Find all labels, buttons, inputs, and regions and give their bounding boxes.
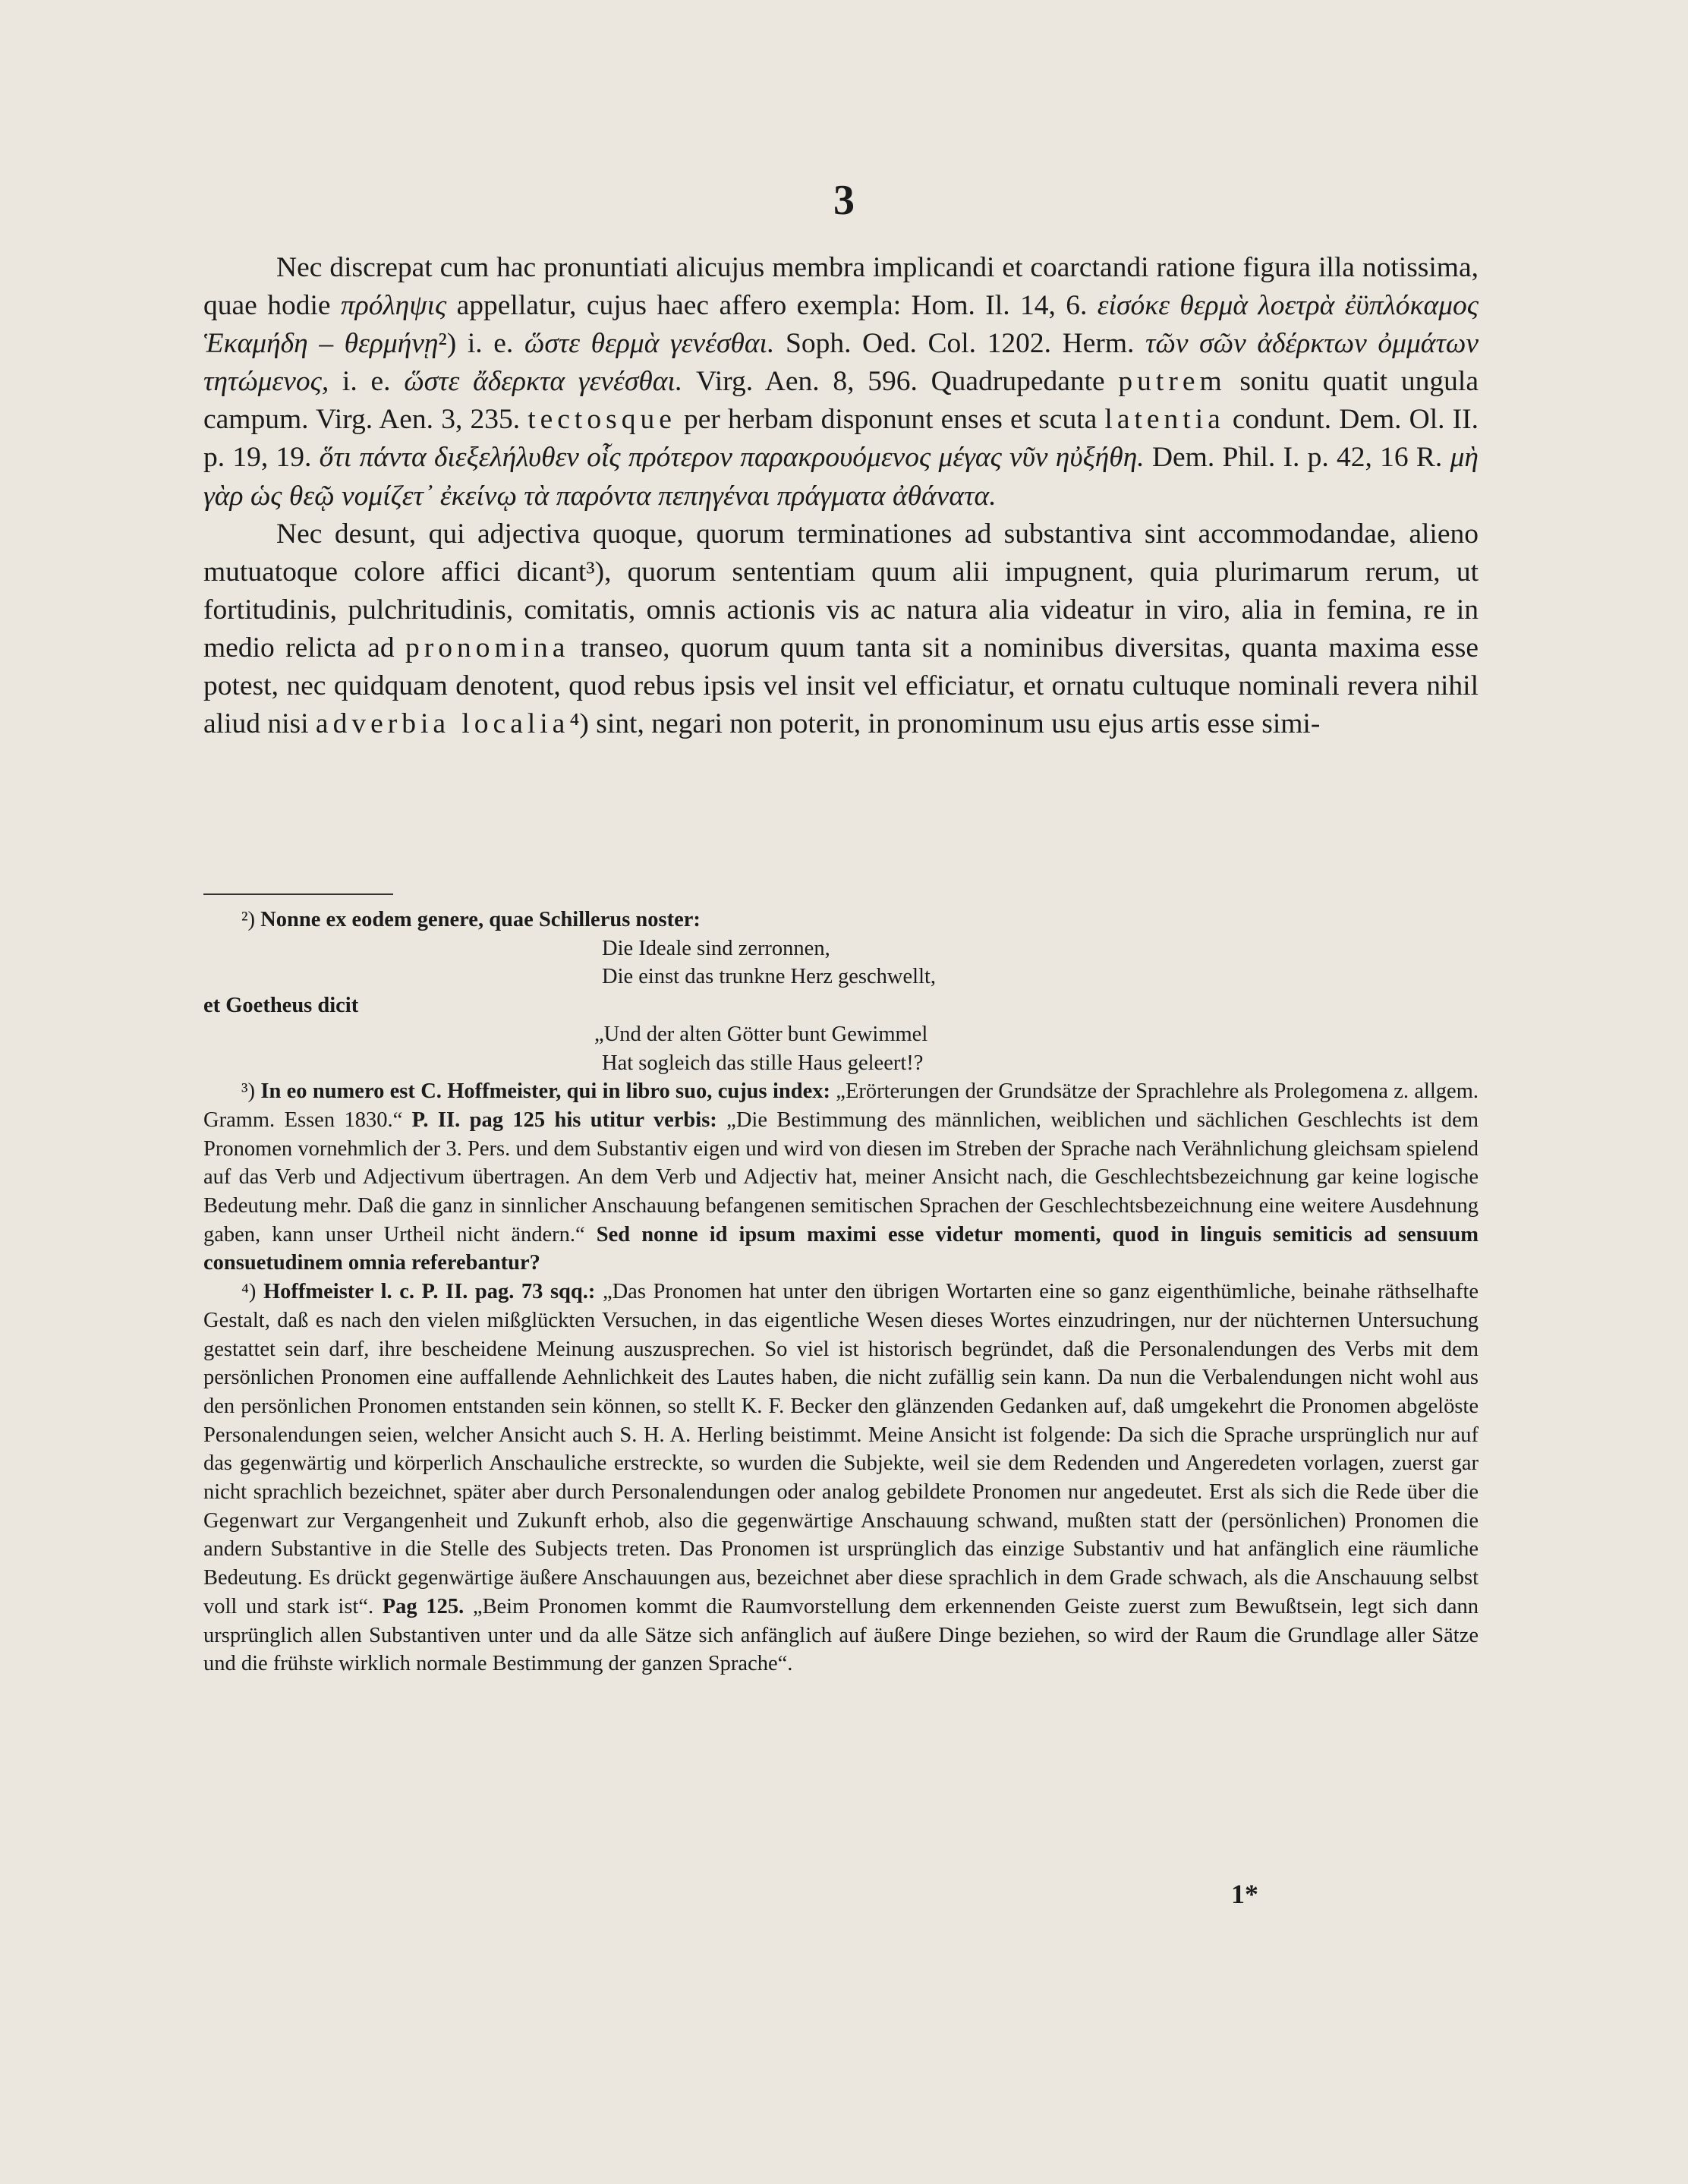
footnote-rule	[203, 893, 393, 895]
spaced-name: Schillerus	[538, 908, 631, 931]
text-run: dicit	[312, 994, 359, 1018]
spaced-word: tectosque	[528, 404, 676, 436]
spaced-word: adverbia localia	[315, 708, 570, 740]
footnote-2-intro-b	[203, 991, 1479, 1020]
text-run: per herbam disponunt enses et scuta	[676, 404, 1105, 436]
spaced-word: putrem	[1118, 366, 1227, 398]
text-run: In eo numero est C. Hoffmeister, qui in libro suo, cujus index:	[255, 1079, 830, 1104]
text-run: Nec discrepat cum hac pronuntiati alicujus membra implicandi et coarctandi ratione figura illa notissima, quae hodie	[203, 252, 1479, 322]
text-run: ²) i. e.	[438, 328, 524, 360]
spaced-word: pronomina	[405, 632, 570, 663]
footnotes	[203, 906, 1479, 1678]
text-run: Soph. Oed. Col. 1202. Herm.	[774, 328, 1145, 360]
text-run: noster:	[630, 908, 701, 931]
text-run: „Beim Pronomen kommt die Raumvorstellung dem erkennenden Geiste zuerst zum Bewußtsein, legt sich dann ursprünglich allen Substantiven unter und da alle Sätze sich anfänglich auf äußere Dinge beziehen, so wird der Raum die Grundlage aller Sätze und die frühste wirklich normale Bestimmung der ganzen Sprache“.	[203, 1594, 1479, 1676]
greek-quote: ὅτι πάντα διεξελήλυθεν οἷς πρότερον παρακρουόμενος μέγας νῦν ηὐξήθη.	[319, 442, 1145, 474]
footnote-marker: ³)	[241, 1079, 256, 1104]
text-run: et	[203, 994, 226, 1018]
greek-quote: εἰσόκε θερμὰ λοετρὰ ἐϋπλόκαμος Ἑκαμήδη – θερμήνῃ	[203, 290, 1479, 360]
text-run: „Erörterungen der Grundsätze der Sprachlehre als Prolegomena z. allgem. Gramm. Essen 1830.“	[203, 1079, 1479, 1132]
text-run: P. II. pag 125 his utitur verbis:	[402, 1108, 717, 1132]
text-run: i. e.	[329, 366, 405, 398]
text-run: Nec desunt, qui adjectiva quoque, quorum terminationes ad substantiva sint accommodandae, alieno mutuatoque colore affici dicant³), quorum sententiam quum alii impugnent, quia plurimarum rerum, ut fortitudinis, pulchritudinis, comitatis, omnis actionis vis ac natura alia videatur in viro, alia in femina, re in medio relicta ad	[203, 518, 1479, 663]
text-run: Pag 125.	[373, 1594, 465, 1618]
paragraph-prolepsis	[203, 249, 1479, 515]
text-run: ⁴) sint, negari non poterit, in pronominum usu ejus artis esse simi-	[569, 708, 1321, 740]
text-run: condunt. Dem. Ol. II. p. 19, 19.	[203, 404, 1479, 474]
text-run: „Das Pronomen hat unter den übrigen Wortarten eine so ganz eigenthümliche, beinahe räthselhafte Gestalt, daß es nach den vielen mißglückten Versuchen, in das eigentliche Wesen dieses Wortes einzudringen, nur der nüchternen Untersuchung gestattet sein darf, ihre bescheidene Meinung auszusprechen. So viel ist historisch begründet, daß die Personalendungen des Verbs mit dem persönlichen Pronomen eine auffallende Aehnlichkeit des Lautes haben, die nicht zufällig sein kann. Da nun die Verbalendungen nicht wohl aus den persönlichen Pronomen entstanden sein können, so stellt K. F. Becker den glänzenden Gedanken auf, daß umgekehrt die Pronomen abgelöste Personalendungen seien, welcher Ansicht auch S. H. A. Herling beistimmt. Meine Ansicht ist folgende: Da sich die Sprache ursprünglich nur auf das gegenwärtig und körperlich Anschauliche erstreckte, so wurden die Subjekte, weil sie dem Redenden und Angeredeten vorlagen, zuerst gar nicht sprachlich bezeichnet, später aber durch Personalendungen oder analog gebildete Pronomen nur angedeutet. Erst als sich die Rede über die Gegenwart zur Vergangenheit und Zukunft erhob, also die gegenwärtige Anschauung schwand, mußten statt der (persönlichen) Pronomen die andern Substantive in die Stelle des Subjects treten. Das Pronomen ist ursprünglich das einzige Substantiv und hat anfänglich eine räumliche Bedeutung. Es drückt gegenwärtige äußere Anschauungen aus, bezeichnet aber diese sprachlich in dem Grade schwach, als die Anschauung selbst voll und stark ist“.	[203, 1280, 1479, 1618]
footnote-marker: ⁴)	[241, 1280, 257, 1304]
text-run: appellatur, cujus haec affero exempla: Hom. Il. 14, 6.	[446, 290, 1098, 322]
text-run: Virg. Aen. 8, 596. Quadrupedante	[682, 366, 1119, 398]
text-run: sonitu quatit ungula campum. Virg. Aen. 3, 235.	[203, 366, 1479, 436]
text-run: Hoffmeister l. c. P. II. pag. 73 sqq.:	[256, 1280, 596, 1304]
text-run: Nonne ex eodem genere, quae	[255, 908, 539, 931]
main-text	[203, 249, 1479, 743]
spaced-word: latentia	[1104, 404, 1225, 436]
footnote-4	[203, 1278, 1479, 1678]
paragraph-pronomina	[203, 515, 1479, 744]
text-run: Dem. Phil. I. p. 42, 16 R.	[1144, 442, 1450, 474]
printer-signature: 1*	[1231, 1879, 1258, 1909]
text-run: transeo, quorum quum tanta sit a nominibus diversitas, quanta maxima esse potest, nec quidquam denotent, quod rebus ipsis vel insit vel efficiatur, et ornatu cultuque nominali revera nihil aliud nisi	[203, 632, 1479, 740]
footnote-marker: ²)	[241, 908, 256, 931]
footnote-2-intro	[203, 906, 1479, 934]
spaced-name: Goetheus	[225, 994, 313, 1018]
page-number: 3	[833, 177, 855, 224]
text-run: Sed nonne id ipsum maximi esse videtur momenti, quod in linguis semiticis ad sensuum consuetudinem omnia referebantur?	[203, 1222, 1479, 1275]
greek-term: πρόληψις	[340, 290, 447, 322]
verse-line: „Und der alten Götter bunt Gewimmel	[594, 1022, 928, 1046]
greek-quote: μὴ γὰρ ὡς θεῷ νομίζετ᾽ ἐκείνῳ τὰ παρόντα πεπηγέναι πράγματα ἀθάνατα.	[203, 442, 1479, 512]
greek-quote: ὥστε ἄδερκτα γενέσθαι.	[404, 366, 683, 398]
verse-line: Die Ideale sind zerronnen,	[602, 936, 830, 960]
verse-line: Hat sogleich das stille Haus geleert!?	[602, 1051, 924, 1075]
verse-line: Die einst das trunkne Herz geschwellt,	[602, 965, 937, 989]
greek-quote: ὥστε θερμὰ γενέσθαι.	[524, 328, 775, 360]
greek-quote: τῶν σῶν ἀδέρκτων ὀμμάτων τητώμενος,	[203, 328, 1479, 398]
text-run: „Die Bestimmung des männlichen, weiblichen und sächlichen Geschlechts ist dem Pronomen vornehmlich der 3. Pers. und dem Substantiv eigen und wird von diesen im Streben der Sprache nach Verähnlichung gleichsam spielend auf das Verb und Adjectivum übertragen. An dem Verb und Adjectiv hat, meiner Ansicht nach, die Geschlechtsbezeichnung gar keine logische Bedeutung mehr. Daß die ganz in sinnlicher Anschauung befangenen semitischen Sprachen der Geschlechtsbezeichnung eine weitere Ausdehnung gaben, kann unser Urtheil nicht ändern.“	[203, 1108, 1479, 1246]
footnote-3	[203, 1077, 1479, 1278]
